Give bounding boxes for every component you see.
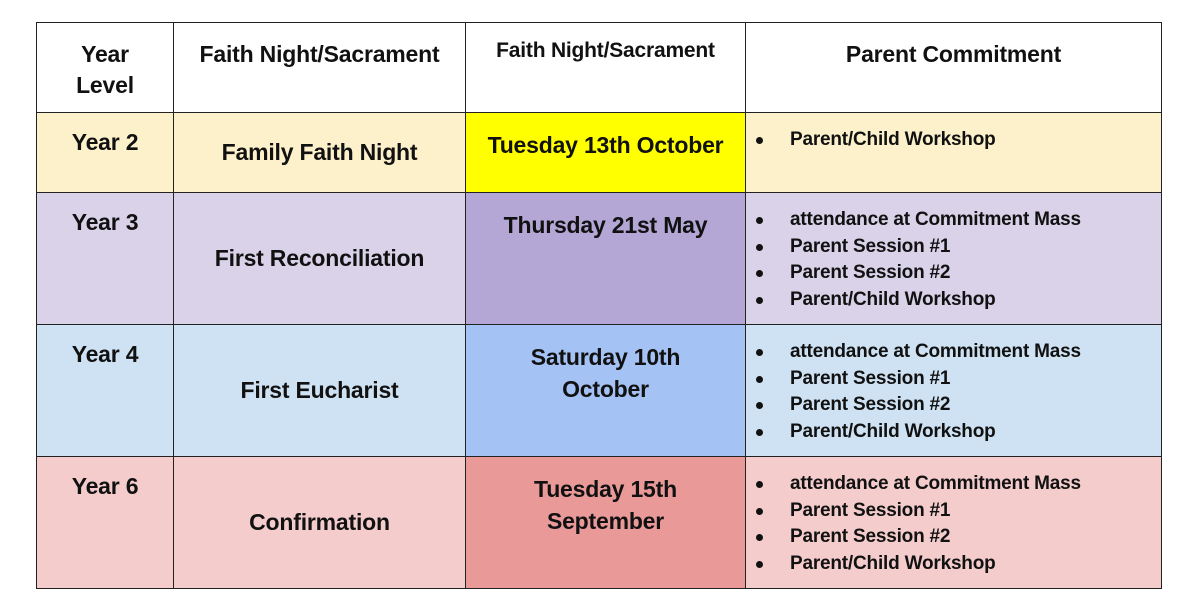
date-line1: Saturday 10th — [530, 344, 681, 370]
commitment-cell-year-6 — [746, 457, 1161, 588]
list-item — [750, 287, 1161, 314]
bullet-icon — [756, 508, 763, 515]
header-faith-night-sacrament-date: Faith Night/Sacrament — [466, 23, 746, 113]
commitment-text: attendance at Commitment Mass — [790, 341, 1081, 362]
bullet-icon — [756, 217, 763, 224]
commitment-text: Parent Session #1 — [790, 499, 951, 521]
commitment-list — [750, 339, 1161, 445]
bullet-icon — [756, 270, 763, 277]
commitment-cell-year-4 — [746, 325, 1161, 457]
list-item — [750, 260, 1161, 287]
list-item — [750, 207, 1161, 234]
bullet-icon — [756, 244, 763, 251]
header-year-level-line2: Level — [76, 72, 134, 98]
list-item — [750, 419, 1161, 446]
bullet-icon — [756, 297, 763, 304]
date-line1: Tuesday 13th October — [487, 132, 724, 158]
commitment-text: Parent Session #2 — [790, 262, 951, 283]
list-item — [750, 127, 1161, 154]
date-cell-year-6 — [466, 457, 746, 588]
commitment-text: Parent/Child Workshop — [790, 129, 996, 150]
list-item — [750, 524, 1161, 551]
commitment-list — [750, 207, 1161, 313]
sacrament-cell-year-4: First Eucharist — [174, 325, 466, 457]
date-cell-year-4 — [466, 325, 746, 457]
sacrament-cell-year-2: Family Faith Night — [174, 113, 466, 193]
commitment-text: Parent Session #2 — [790, 394, 951, 415]
list-item — [750, 471, 1161, 498]
commitment-text: Parent/Child Workshop — [790, 288, 996, 310]
commitment-text: Parent Session #1 — [790, 367, 951, 389]
commitment-text: attendance at Commitment Mass — [790, 209, 1081, 230]
list-item — [750, 339, 1161, 366]
date-cell-year-2 — [466, 113, 746, 193]
bullet-icon — [756, 429, 763, 436]
commitment-list — [750, 471, 1161, 577]
commitment-text: Parent/Child Workshop — [790, 552, 996, 574]
header-faith-night-sacrament: Faith Night/Sacrament — [174, 23, 466, 113]
faith-night-table — [36, 22, 1162, 589]
date-line2: October — [562, 376, 649, 402]
commitment-text: Parent/Child Workshop — [790, 420, 996, 442]
bullet-icon — [756, 376, 763, 383]
year-cell-year-4: Year 4 — [37, 325, 174, 457]
date-cell-year-3 — [466, 193, 746, 325]
list-item — [750, 498, 1161, 525]
date-line2: September — [546, 508, 665, 534]
bullet-icon — [756, 561, 763, 568]
list-item — [750, 234, 1161, 261]
year-cell-year-6: Year 6 — [37, 457, 174, 588]
bullet-icon — [756, 349, 763, 356]
sacrament-cell-year-3: First Reconciliation — [174, 193, 466, 325]
bullet-icon — [756, 137, 763, 144]
bullet-icon — [756, 481, 763, 488]
date-line1: Tuesday 15th — [534, 476, 677, 502]
commitment-cell-year-3 — [746, 193, 1161, 325]
header-year-level — [37, 23, 174, 113]
year-cell-year-2: Year 2 — [37, 113, 174, 193]
sacrament-cell-year-6: Confirmation — [174, 457, 466, 588]
header-parent-commitment: Parent Commitment — [746, 23, 1161, 113]
bullet-icon — [756, 402, 763, 409]
date-line1: Thursday 21st May — [503, 212, 708, 238]
header-year-level-line1: Year — [81, 41, 129, 67]
bullet-icon — [756, 534, 763, 541]
list-item — [750, 392, 1161, 419]
commitment-text: attendance at Commitment Mass — [790, 473, 1081, 494]
list-item — [750, 551, 1161, 578]
list-item — [750, 366, 1161, 393]
commitment-cell-year-2 — [746, 113, 1161, 193]
year-cell-year-3: Year 3 — [37, 193, 174, 325]
commitment-text: Parent Session #1 — [790, 235, 951, 257]
commitment-list — [750, 127, 1161, 154]
commitment-text: Parent Session #2 — [790, 526, 951, 547]
